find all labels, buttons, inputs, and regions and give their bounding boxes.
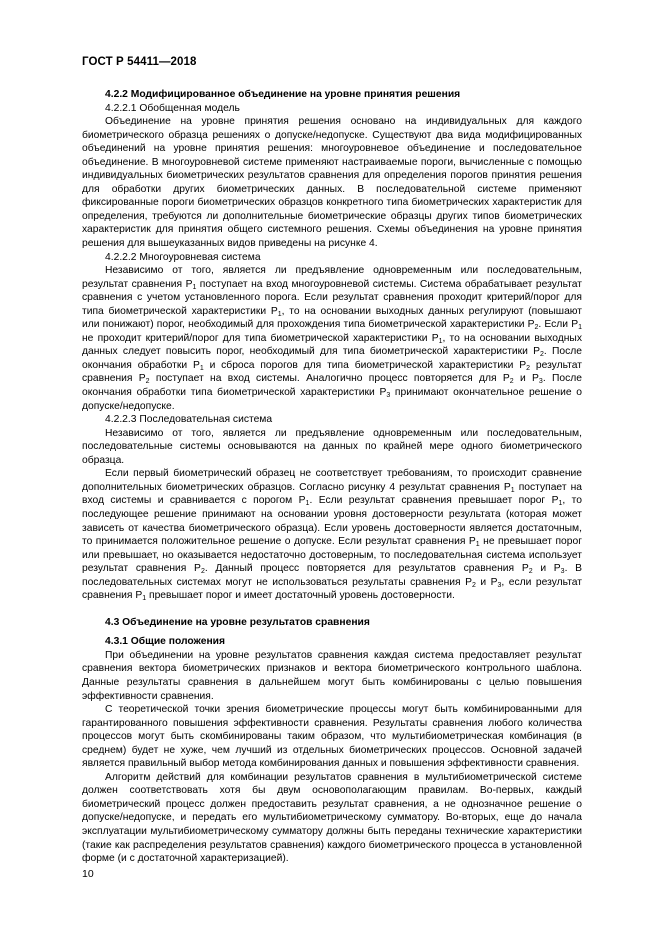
paragraph-theory: С теоретической точки зрения биометрические процессы могут быть комбинированными для гарантированного повышения эффективности сравнения. Результаты сравнения любого количества процессов могут быть скомбинированы таким образом, что мультибиометрическая комбинация (в среднем) будет не хуже, чем лучший из отдельных биометрических процессов. Основной задачей является правильный выбор метода комбинирования данных и повышения эффективности сравнения.: [82, 704, 582, 770]
paragraph-score-fusion-intro: При объединении на уровне результатов сравнения каждая система предоставляет результат сравнения вектора биометрических признаков и вектора биометрического контрольного шаблона. Данные результаты сравнения в дальнейшем могут быть комбинированы с целью повышения эффективности сравнения.: [82, 649, 582, 702]
subsection-heading-4-2-2-3: 4.2.2.3 Последовательная система: [105, 414, 273, 426]
section-heading-4-3: 4.3 Объединение на уровне результатов сравнения: [105, 616, 370, 628]
section-heading-4-2-2: 4.2.2 Модифицированное объединение на уровне принятия решения: [105, 89, 461, 100]
subsection-heading-4-3-1: 4.3.1 Общие положения: [105, 636, 225, 648]
page-number: 10: [82, 868, 94, 880]
paragraph-general-model: Объединение на уровне принятия решения основано на индивидуальных для каждого биометрического образца решениях о допуске/недопуске. Существуют два вида модифицированных объединений на уровне принятия решения: многоуровневое объединение и последовательное объединение. В многоуровневой системе применяют настраиваемые пороги, вычисленные с помощью индивидуальных биометрических результатов сравнения для определения порогов принятия решения для обработки других биометрических данных. В последовательной системе применяют фиксированные пороги биометрических образцов конкретного типа биометрических характеристик для определения, требуются ли дополнительные биометрические образцы других типов биометрических характеристик для принятия общего системного решения. Схемы объединения на уровне принятия решения для вышеуказанных видов приведены на рисунке 4.: [82, 116, 582, 250]
paragraph-sequential-intro: Независимо от того, является ли предъявление одновременным или последовательным, последовательные системы основываются на данных по крайней мере одного биометрического образца.: [82, 427, 582, 466]
paragraph-sequential-system: Если первый биометрический образец не соответствует требованиям, то происходит сравнение дополнительных биометрических образцов. Согласно рисунку 4 результат сравнения $Р_1$ поступает на вход системы и сравнивается с порогом $Р_1$. Если результат сравнения превышает порог $Р_1$, то последующее решение принимают на основании уровня достоверности результата (которая может зависеть от качества биометрического образца). Если уровень достоверности является достаточным, то принимается положительное решение о допуске. Если результат сравнения $Р_1$ не превышает порог или превышает, но оказывается недостаточно достоверным, то последовательная система использует результат сравнения $Р_2$. Данный процесс повторяется для результатов сравнения $Р_2$ и $Р_3$. В последовательных системах могут не использоваться результаты сравнения $Р_2$ и $Р_3$, если результат сравнения $Р_1$ превышает порог и имеет достаточный уровень достоверности.: [82, 468, 583, 603]
document-body: [82, 88, 582, 866]
subsection-heading-4-2-2-2: 4.2.2.2 Многоуровневая система: [105, 251, 261, 263]
standard-header: ГОСТ Р 54411—2018: [82, 56, 197, 68]
paragraph-multilevel-system: Независимо от того, является ли предъявление одновременным или последовательным, результат сравнения $Р_1$ поступает на вход многоуровневой системы. Система обрабатывает результат сравнения с учетом установленного порога. Если результат сравнения проходит критерий/порог для типа биометрической характеристики $Р_1$, то на основании выходных данных регулируют (повышают или понижают) порог, необходимый для прохождения типа биометрической характеристики $Р_2$. Если $Р_1$ не проходит критерий/порог для типа биометрической характеристики $Р_1$, то на основании выходных данных следует повысить порог, необходимый для типа биометрической характеристики $Р_2$. После окончания обработки $Р_1$ и сброса порогов для типа биометрической характеристики $Р_2$ результат сравнения $Р_2$ поступает на вход системы. Аналогично процесс повторяется для $Р_2$ и $Р_3$. После окончания обработки типа биометрической характеристики $Р_3$ принимают окончательное решение о допуске/недопуске.: [82, 265, 583, 412]
paragraph-algorithm-rules: Алгоритм действий для комбинации результатов сравнения в мультибиометрической системе должен соответствовать хотя бы двум основополагающим правилам. Во-первых, каждый биометрический процесс должен предоставить результат сравнения, а не однозначное решение о допуске/недопуске, и передать его мультибиометрическому сумматору. Во-вторых, еще до начала эксплуатации мультибиометрическому сумматору должны быть переданы технические характеристики (такие как распределения результатов сравнения) каждого биометрического процесса в установленной форме (и с достаточной характеризацией).: [82, 771, 582, 865]
subsection-heading-4-2-2-1: 4.2.2.1 Обобщенная модель: [105, 102, 240, 114]
